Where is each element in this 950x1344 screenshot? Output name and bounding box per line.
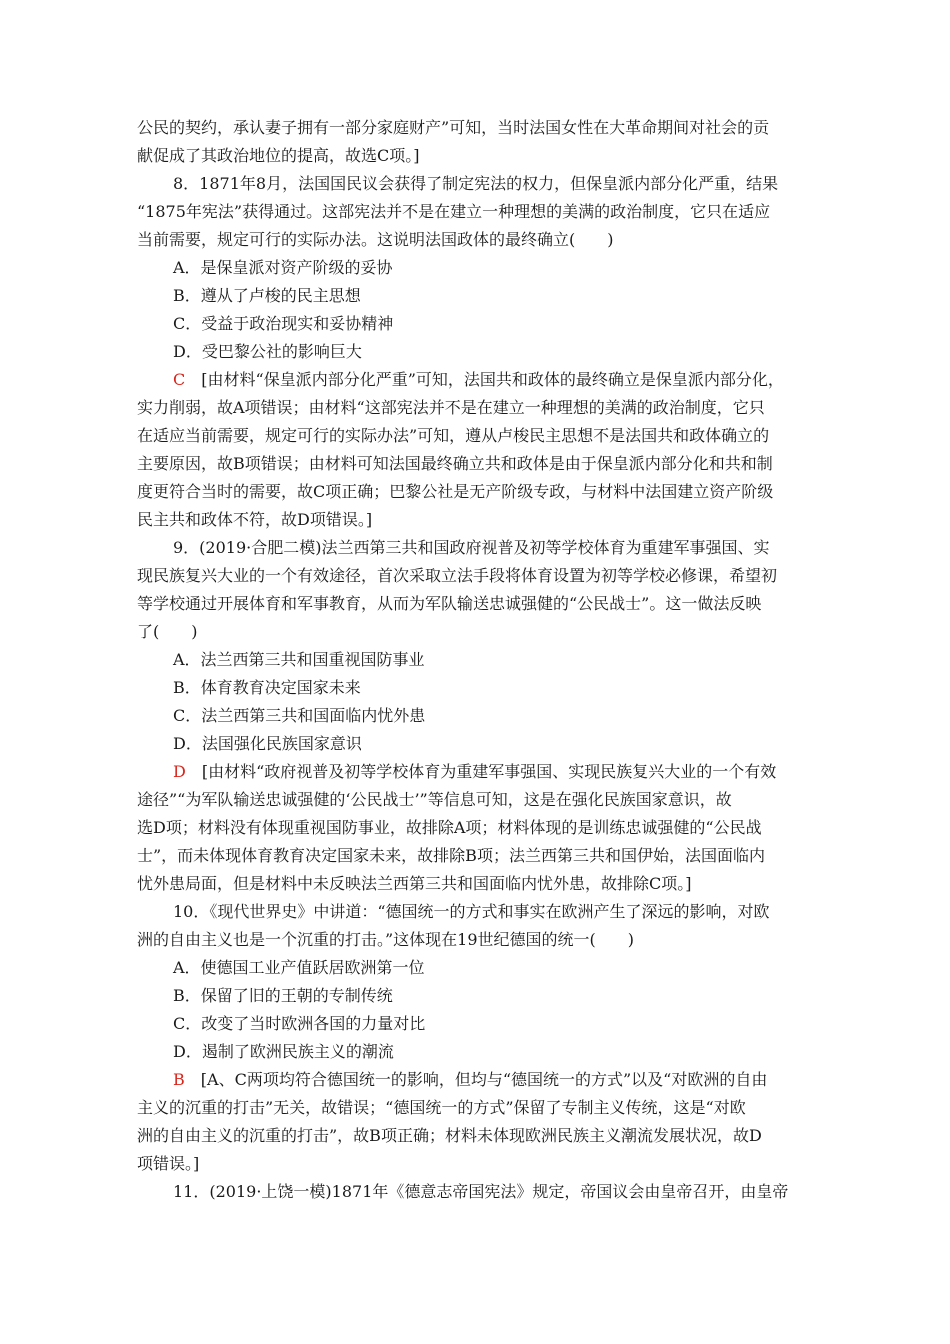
question-stem [137,170,827,254]
answer-explanation [137,758,827,898]
text-line: 当前需要，规定可行的实际办法。这说明法国政体的最终确立( ) [137,230,614,249]
text-line: 项错误。] [137,1154,200,1173]
text-line: [由材料“保皇派内部分化严重”可知，法国共和政体的最终确立是保皇派内部分化， [201,370,784,389]
option-a: A．使德国工业产值跃居欧洲第一位 [173,958,425,977]
text-line: 10．《现代世界史》中讲道：“德国统一的方式和事实在欧洲产生了深远的影响，对欧 [173,902,770,921]
text-line: 在适应当前需要，规定可行的实际办法”可知，遵从卢梭民主思想不是法国共和政体确立的 [137,426,770,445]
option-a: A．法兰西第三共和国重视国防事业 [173,650,425,669]
option-b: B．遵从了卢梭的民主思想 [173,286,361,305]
text-line: [由材料“政府视普及初等学校体育为重建军事强国、实现民族复兴大业的一个有效 [201,762,777,781]
question-9 [137,534,827,898]
text-line: 忧外患局面，但是材料中未反映法兰西第三共和国面临内忧外患，故排除C项。] [137,874,692,893]
option-c: C．受益于政治现实和妥协精神 [173,314,394,333]
question-stem [137,898,827,954]
text-line: 实力削弱，故A项错误；由材料“这部宪法并不是在建立一种理想的美满的政治制度，它只 [137,398,765,417]
intro-paragraph [137,114,827,170]
option-b: B．体育教育决定国家未来 [173,678,361,697]
text-line: 民主共和政体不符，故D项错误。] [137,510,373,529]
text-line: 洲的自由主义的沉重的打击”，故B项正确；材料未体现欧洲民族主义潮流发展状况，故D [137,1126,762,1145]
answer-letter: B [173,1070,185,1089]
option-d: D．遏制了欧洲民族主义的潮流 [173,1042,394,1061]
question-11 [137,1178,827,1206]
answer-explanation [137,366,827,534]
question-8 [137,170,827,534]
text-line: 现民族复兴大业的一个有效途径，首次采取立法手段将体育设置为初等学校必修课，希望初 [137,566,778,585]
document-content [137,114,827,1206]
question-10 [137,898,827,1178]
answer-letter: D [173,762,186,781]
text-line: 洲的自由主义也是一个沉重的打击。”这体现在19世纪德国的统一( ) [137,930,635,949]
option-a: A．是保皇派对资产阶级的妥协 [173,258,393,277]
text-line: 献促成了其政治地位的提高，故选C项。] [137,146,420,165]
text-line: 度更符合当时的需要，故C项正确；巴黎公社是无产阶级专政，与材料中法国建立资产阶级 [137,482,774,501]
option-b: B．保留了旧的王朝的专制传统 [173,986,393,1005]
text-line: 9．(2019·合肥二模)法兰西第三共和国政府视普及初等学校体育为重建军事强国、实 [173,538,770,557]
option-d: D．法国强化民族国家意识 [173,734,362,753]
text-line: 选D项；材料没有体现重视国防事业，故排除A项；材料体现的是训练忠诚强健的“公民战 [137,818,762,837]
answer-explanation [137,1066,827,1178]
option-d: D．受巴黎公社的影响巨大 [173,342,362,361]
text-line: [A、C两项均符合德国统一的影响，但均与“德国统一的方式”以及“对欧洲的自由 [200,1070,768,1089]
question-stem [137,1178,827,1206]
text-line: 途径”“为军队输送忠诚强健的‘公民战士’”等信息可知，这是在强化民族国家意识，故 [137,790,732,809]
option-c: C．法兰西第三共和国面临内忧外患 [173,706,426,725]
text-line: 了( ) [137,622,198,641]
text-line: 公民的契约，承认妻子拥有一部分家庭财产”可知，当时法国女性在大革命期间对社会的贡 [137,118,770,137]
option-c: C．改变了当时欧洲各国的力量对比 [173,1014,426,1033]
text-line: 8．1871年8月，法国国民议会获得了制定宪法的权力，但保皇派内部分化严重，结果 [173,174,779,193]
text-line: “1875年宪法”获得通过。这部宪法并不是在建立一种理想的美满的政治制度，它只在适应 [137,202,771,221]
text-line: 等学校通过开展体育和军事教育，从而为军队输送忠诚强健的“公民战士”。这一做法反映 [137,594,762,613]
question-stem [137,534,827,646]
text-line: 11．(2019·上饶一模)1871年《德意志帝国宪法》规定，帝国议会由皇帝召开，由皇帝 [173,1182,789,1201]
text-line: 主要原因，故B项错误；由材料可知法国最终确立共和政体是由于保皇派内部分化和共和制 [137,454,773,473]
answer-letter: C [173,370,186,389]
text-line: 主义的沉重的打击”无关，故错误；“德国统一的方式”保留了专制主义传统，这是“对欧 [137,1098,746,1117]
text-line: 士”，而未体现体育教育决定国家未来，故排除B项；法兰西第三共和国伊始，法国面临内 [137,846,765,865]
